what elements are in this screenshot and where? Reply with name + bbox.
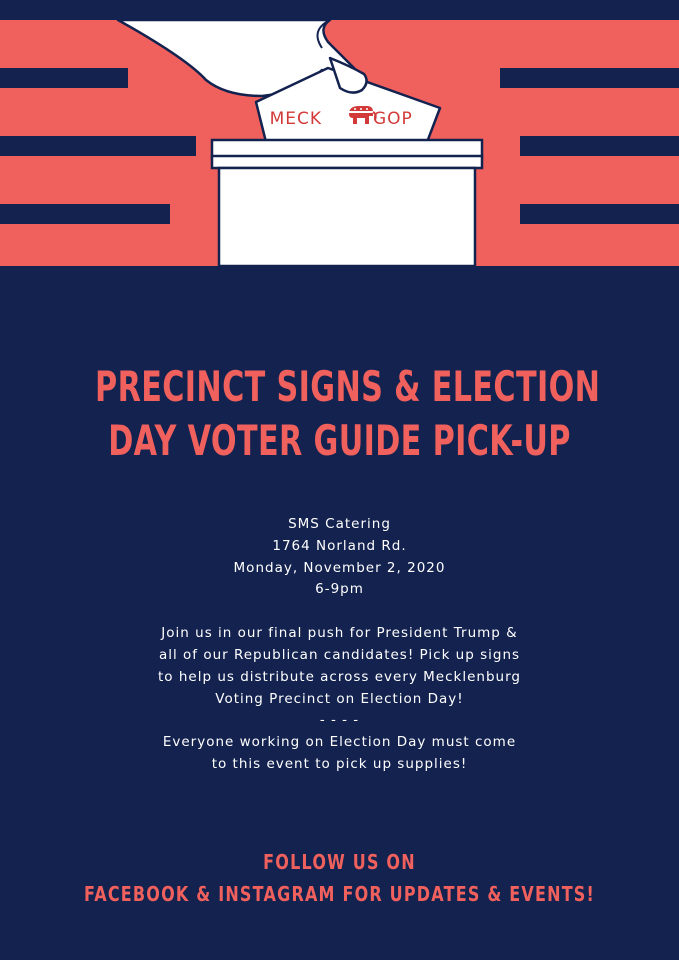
message-line: Voting Precinct on Election Day! — [215, 690, 464, 707]
address: 1764 Norland Rd. — [272, 537, 407, 554]
message-line: Join us in our final push for President Trump & — [161, 625, 518, 642]
follow-line-1: FOLLOW US ON — [263, 850, 416, 874]
message-line: to help us distribute across every Mecklenburg — [158, 668, 521, 685]
ballot-box-illustration — [0, 0, 679, 266]
event-title — [95, 360, 601, 468]
divider: - - - - — [319, 712, 360, 729]
follow-us — [68, 846, 611, 910]
notice-line: to this event to pick up supplies! — [211, 755, 468, 772]
title-line-2: DAY VOTER GUIDE PICK-UP — [108, 416, 571, 465]
event-time: 6-9pm — [315, 581, 364, 598]
notice-line: Everyone working on Election Day must come — [162, 734, 517, 751]
title-line-1: PRECINCT SIGNS & ELECTION — [95, 362, 601, 411]
event-details — [0, 514, 679, 776]
venue: SMS Catering — [288, 516, 391, 532]
ballot-box — [219, 168, 475, 266]
follow-line-2: FACEBOOK & INSTAGRAM FOR UPDATES & EVENTS! — [83, 882, 596, 906]
brand-left: MECK — [269, 109, 322, 129]
event-date: Monday, November 2, 2020 — [233, 559, 446, 576]
message-line: all of our Republican candidates! Pick up signs — [158, 646, 521, 663]
brand-right: GOP — [373, 109, 413, 129]
